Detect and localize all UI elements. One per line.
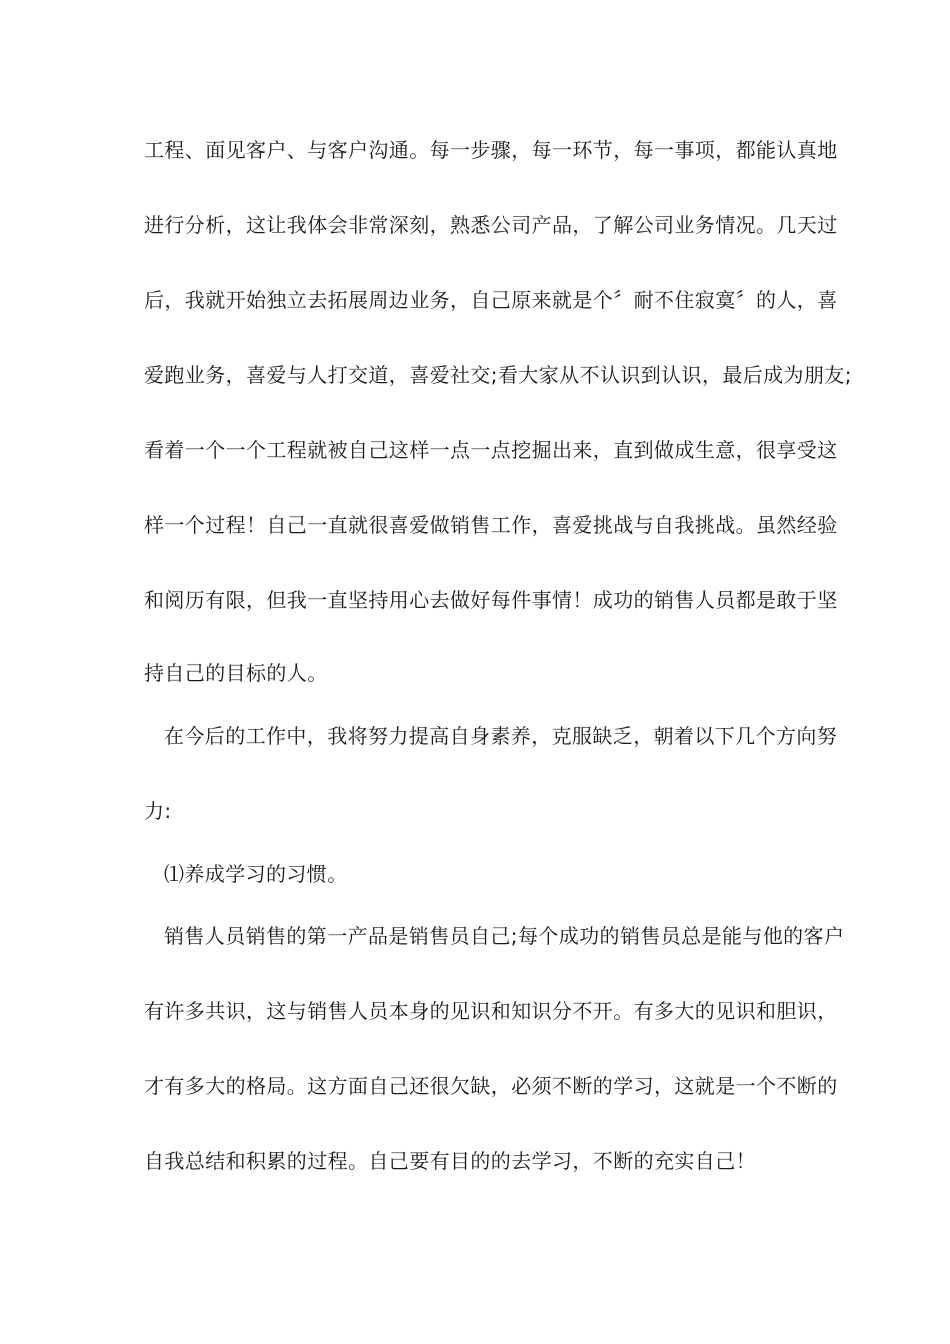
text-line: 进行分析，这让我体会非常深刻，熟悉公司产品，了解公司业务情况。几天过 [144, 213, 838, 237]
text-line: 有许多共识，这与销售人员本身的见识和知识分不开。有多大的见识和胆识， [144, 999, 838, 1023]
text-line: 工程、面见客户、与客户沟通。每一步骤，每一环节，每一事项，都能认真地 [144, 138, 838, 162]
paragraph-first-line: 销售人员销售的第一产品是销售员自己;每个成功的销售员总是能与他的客户 [164, 924, 845, 948]
text-line: 样一个过程！自己一直就很喜爱做销售工作，喜爱挑战与自我挑战。虽然经验 [144, 513, 838, 537]
list-item-heading: ⑴养成学习的习惯。 [164, 862, 348, 886]
text-line: 爱跑业务，喜爱与人打交道，喜爱社交;看大家从不认识到认识，最后成为朋友; [144, 363, 852, 387]
text-line: 后，我就开始独立去拓展周边业务，自己原来就是个〞耐不住寂寞〞的人，喜 [144, 288, 838, 312]
paragraph-first-line: 在今后的工作中，我将努力提高自身素养，克服缺乏，朝着以下几个方向努 [164, 724, 838, 748]
text-line: 持自己的目标的人。 [144, 661, 328, 685]
text-line: 力: [144, 799, 172, 823]
text-line: 看着一个一个工程就被自己这样一点一点挖掘出来，直到做成生意，很享受这 [144, 438, 838, 462]
text-line: 和阅历有限，但我一直坚持用心去做好每件事情！成功的销售人员都是敢于坚 [144, 588, 838, 612]
text-line: 自我总结和积累的过程。自己要有目的的去学习，不断的充实自己！ [144, 1149, 756, 1173]
text-line: 才有多大的格局。这方面自己还很欠缺，必须不断的学习，这就是一个不断的 [144, 1074, 838, 1098]
